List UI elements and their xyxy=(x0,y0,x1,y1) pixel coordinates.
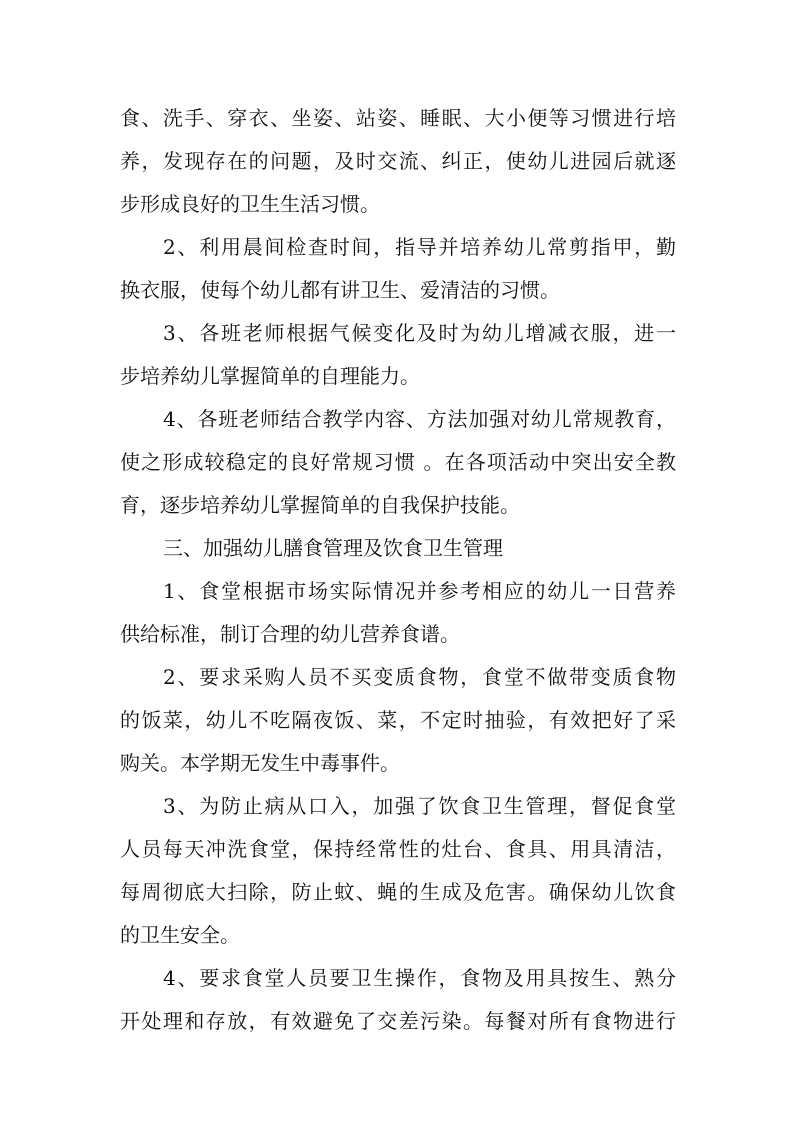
text-line: 人员每天冲洗食堂，保持经常性的灶台、食具、用具清洁， xyxy=(120,837,676,861)
text-line: 的饭菜，幼儿不吃隔夜饭、菜，不定时抽验，有效把好了采 xyxy=(120,708,676,732)
text-line: 2、利用晨间检查时间，指导并培养幼儿常剪指甲，勤 xyxy=(163,235,676,259)
text-line: 育，逐步培养幼儿掌握简单的自我保护技能。 xyxy=(120,493,520,517)
text-line: 使之形成较稳定的良好常规习惯 。在各项活动中突出安全教 xyxy=(120,450,676,474)
text-line: 2、要求采购人员不买变质食物，食堂不做带变质食物 xyxy=(163,665,676,689)
text-line: 换衣服，使每个幼儿都有讲卫生、爱清洁的习惯。 xyxy=(120,278,560,302)
text-line: 的卫生安全。 xyxy=(120,923,240,947)
text-line: 食、洗手、穿衣、坐姿、站姿、睡眠、大小便等习惯进行培 xyxy=(120,106,676,130)
text-line: 1、食堂根据市场实际情况并参考相应的幼儿一日营养 xyxy=(163,579,676,603)
text-line: 3、各班老师根据气候变化及时为幼儿增减衣服，进一 xyxy=(163,321,676,345)
text-line: 开处理和存放，有效避免了交差污染。每餐对所有食物进行 xyxy=(120,1009,676,1033)
section-heading: 三、加强幼儿膳食管理及饮食卫生管理 xyxy=(163,536,503,560)
text-line: 购关。本学期无发生中毒事件。 xyxy=(120,751,400,775)
text-line: 每周彻底大扫除，防止蚊、蝇的生成及危害。确保幼儿饮食 xyxy=(120,880,676,904)
text-line: 供给标准，制订合理的幼儿营养食谱。 xyxy=(120,622,460,646)
text-line: 4、要求食堂人员要卫生操作，食物及用具按生、熟分 xyxy=(163,966,676,990)
text-line: 步培养幼儿掌握简单的自理能力。 xyxy=(120,364,420,388)
text-line: 4、各班老师结合教学内容、方法加强对幼儿常规教育， xyxy=(163,407,676,431)
text-line: 养，发现存在的问题，及时交流、纠正，使幼儿进园后就逐 xyxy=(120,149,676,173)
text-line: 步形成良好的卫生生活习惯。 xyxy=(120,192,380,216)
text-line: 3、为防止病从口入，加强了饮食卫生管理，督促食堂 xyxy=(163,794,676,818)
